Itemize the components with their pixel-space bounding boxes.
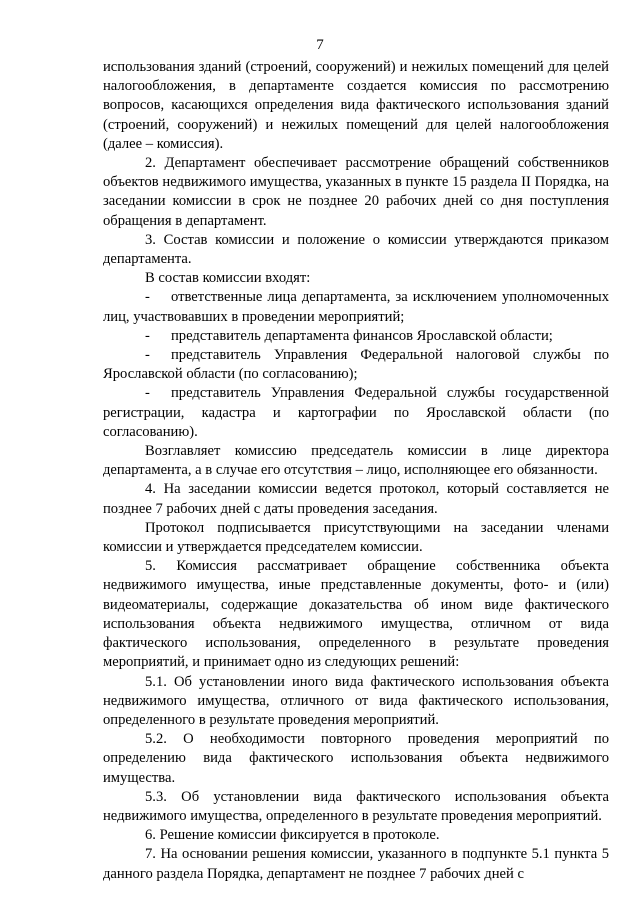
paragraph-6: 6. Решение комиссии фиксируется в протоколе. xyxy=(145,827,440,844)
list-item-text: представитель Управления Федеральной службы государственной регистрации, кадастра и картографии по Ярославской области (по согласованию). xyxy=(103,385,609,440)
paragraph-4: 4. На заседании комиссии ведется протокол, который составляется не позднее 7 рабочих дней с даты проведения заседания. xyxy=(103,481,609,517)
list-dash: - xyxy=(145,327,150,344)
paragraph-5-1: 5.1. Об установлении иного вида фактического использования объекта недвижимого имущества, отличного от вида фактического использования, определенного в результате проведения мероприятий. xyxy=(103,673,609,728)
paragraph-5-3: 5.3. Об установлении вида фактического использования объекта недвижимого имущества, определенного в результате проведения мероприятий. xyxy=(103,788,609,824)
paragraph-2: 2. Департамент обеспечивает рассмотрение обращений собственников объектов недвижимого имущества, указанных в пункте 15 раздела II Порядка, на заседании комиссии в срок не позднее 20 рабочих дней со дня поступления обращения в департамент. xyxy=(103,155,609,229)
paragraph-commission-members-intro: В состав комиссии входят: xyxy=(145,270,311,287)
list-item-member-1 xyxy=(103,288,609,326)
page-number: 7 xyxy=(316,37,324,53)
paragraph-protocol-signing: Протокол подписывается присутствующими на заседании членами комиссии и утверждается председателем комиссии. xyxy=(103,519,609,556)
list-dash: - xyxy=(145,347,150,364)
paragraph-5-2: 5.2. О необходимости повторного проведения мероприятий по определению вида фактического использования объекта недвижимого имущества. xyxy=(103,731,609,786)
list-item-text: ответственные лица департамента, за исключением уполномоченных лиц, участвовавших в проведении мероприятий; xyxy=(103,289,609,325)
list-item-text: представитель Управления Федеральной налоговой службы по Ярославской области (по согласованию); xyxy=(103,347,609,383)
list-item-text: представитель департамента финансов Ярославской области; xyxy=(171,327,553,344)
paragraph-continuation: использования зданий (строений, сооружений) и нежилых помещений для целей налогообложения, в департаменте создается комиссия по рассмотрению вопросов, касающихся определения вида фактического использования зданий (строений, сооружений) и нежилых помещений для целей налогообложения (далее – комиссия). xyxy=(103,59,609,152)
list-dash: - xyxy=(145,385,150,402)
paragraph-3: 3. Состав комиссии и положение о комиссии утверждаются приказом департамента. xyxy=(103,231,609,268)
document-body xyxy=(103,58,609,884)
list-item-member-4 xyxy=(103,384,609,442)
list-item-member-2 xyxy=(103,327,609,346)
list-dash: - xyxy=(145,289,150,306)
paragraph-chairman: Возглавляет комиссию председатель комиссии в лице директора департамента, а в случае его отсутствия – лицо, исполняющее его обязанности. xyxy=(103,443,609,479)
paragraph-7: 7. На основании решения комиссии, указанного в подпункте 5.1 пункта 5 данного раздела Порядка, департамент не позднее 7 рабочих дней с xyxy=(103,846,609,882)
list-item-member-3 xyxy=(103,346,609,384)
paragraph-5: 5. Комиссия рассматривает обращение собственника объекта недвижимого имущества, иные представленные документы, фото- и (или) видеоматериалы, содержащие доказательства об ином виде фактического использования объекта недвижимого имущества, отличном от вида фактического использования, определенного в результате проведения мероприятий, и принимает одно из следующих решений: xyxy=(103,558,609,671)
